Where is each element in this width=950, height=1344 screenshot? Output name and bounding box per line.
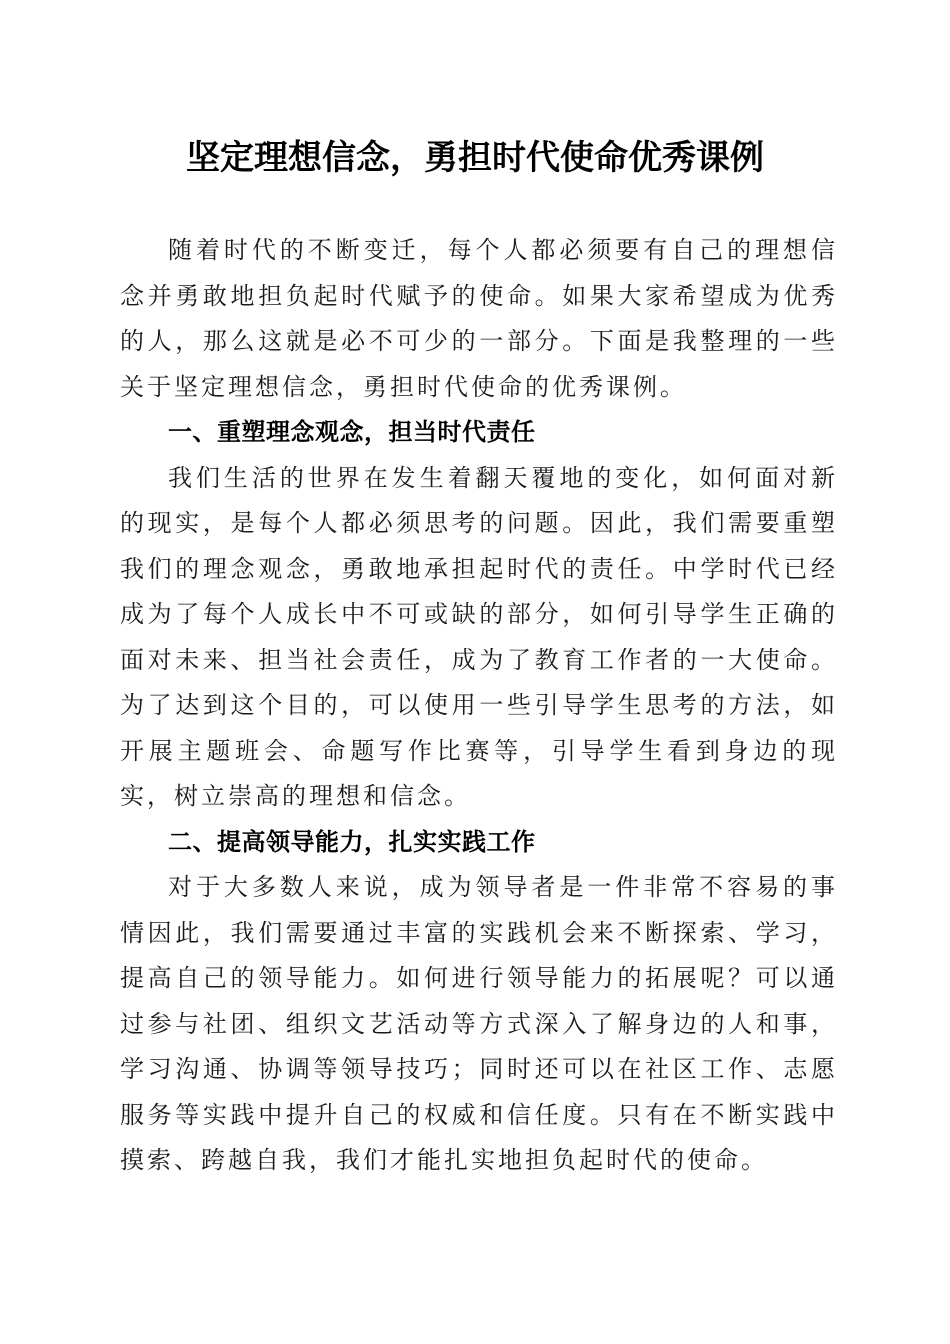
document-body: [120, 228, 838, 1184]
intro-paragraph: 随着时代的不断变迁，每个人都必须要有自己的理想信念并勇敢地担负起时代赋予的使命。如果大家希望成为优秀的人，那么这就是必不可少的一部分。下面是我整理的一些关于坚定理想信念，勇担时代使命的优秀课例。: [120, 236, 838, 401]
document-title: 坚定理想信念，勇担时代使命优秀课例: [186, 138, 764, 178]
section-heading-1: 一、重塑理念观念，担当时代责任: [168, 418, 536, 446]
section-heading-2: 二、提高领导能力，扎实实践工作: [168, 827, 536, 856]
section-paragraph-2: 对于大多数人来说，成为领导者是一件非常不容易的事情因此，我们需要通过丰富的实践机会来不断探索、学习，提高自己的领导能力。如何进行领导能力的拓展呢？可以通过参与社团、组织文艺活动等方式深入了解身边的人和事，学习沟通、协调等领导技巧；同时还可以在社区工作、志愿服务等实践中提升自己的权威和信任度。只有在不断实践中摸索、跨越自我，我们才能扎实地担负起时代的使命。: [120, 873, 838, 1174]
section-paragraph-1: 我们生活的世界在发生着翻天覆地的变化，如何面对新的现实，是每个人都必须思考的问题。因此，我们需要重塑我们的理念观念，勇敢地承担起时代的责任。中学时代已经成为了每个人成长中不可或缺的部分，如何引导学生正确的面对未来、担当社会责任，成为了教育工作者的一大使命。为了达到这个目的，可以使用一些引导学生思考的方法，如开展主题班会、命题写作比赛等，引导学生看到身边的现实，树立崇高的理想和信念。: [120, 463, 838, 810]
